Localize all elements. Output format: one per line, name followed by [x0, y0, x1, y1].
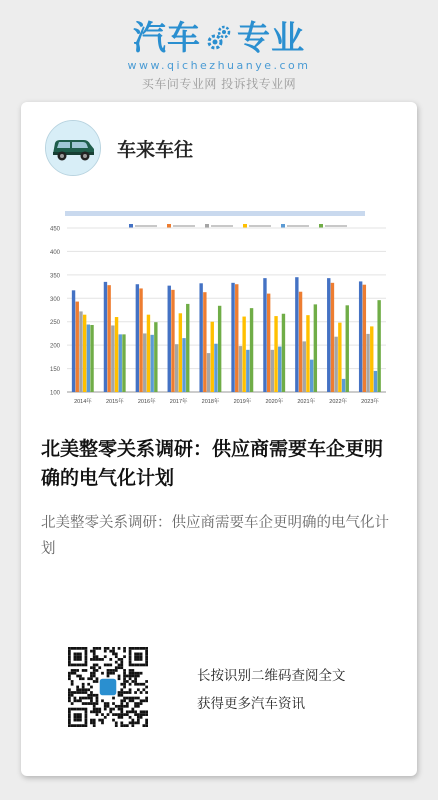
bar: [136, 284, 139, 392]
car-icon: [46, 121, 100, 175]
x-tick-label: 2019年: [233, 399, 252, 405]
x-tick-label: 2017年: [169, 399, 188, 405]
bar: [342, 379, 345, 392]
bar: [331, 283, 334, 392]
bar: [214, 344, 217, 392]
bar: [150, 335, 153, 392]
bar: [211, 322, 214, 392]
bar: [115, 317, 118, 392]
legend-swatch: [205, 224, 209, 228]
bar: [377, 300, 380, 392]
avatar: [45, 120, 101, 176]
bar: [168, 286, 171, 392]
bar: [282, 314, 285, 392]
y-tick-label: 100: [49, 390, 60, 397]
bar: [295, 277, 298, 392]
author-header: [45, 120, 193, 176]
bar: [263, 278, 266, 392]
legend-label: [173, 225, 195, 227]
x-tick-label: 2016年: [137, 399, 156, 405]
brand-header: [0, 18, 438, 92]
bar: [370, 326, 373, 392]
bar: [363, 285, 366, 392]
bar: [107, 285, 110, 392]
legend-label: [249, 225, 271, 227]
qr-caption-line2: 获得更多汽车资讯: [197, 696, 305, 712]
bar: [186, 304, 189, 392]
bar: [182, 338, 185, 392]
bar: [334, 337, 337, 392]
bar: [250, 308, 253, 392]
brand-slogan: 买车问专业网 投诉找专业网: [141, 77, 297, 91]
bar: [147, 315, 150, 392]
article-summary: 北美整零关系调研：供应商需要车企更明确的电气化计划: [41, 515, 389, 557]
qr-code-icon[interactable]: [68, 647, 148, 727]
bar: [154, 322, 157, 392]
legend-label: [325, 225, 347, 227]
bar: [374, 371, 377, 392]
bar: [179, 313, 182, 392]
x-tick-label: 2020年: [265, 399, 284, 405]
legend-swatch: [243, 224, 247, 228]
bar: [119, 334, 122, 392]
bar: [327, 278, 330, 392]
y-tick-label: 400: [49, 249, 60, 256]
x-tick-label: 2015年: [105, 399, 124, 405]
bar: [122, 334, 125, 392]
y-tick-label: 150: [49, 367, 60, 374]
bar: [346, 305, 349, 392]
bar: [143, 333, 146, 392]
bar: [72, 290, 75, 392]
bar: [242, 317, 245, 392]
bar: [310, 360, 313, 392]
bar: [218, 306, 221, 392]
bar: [278, 347, 281, 392]
chart-title-bar: [65, 211, 365, 216]
bar: [139, 288, 142, 392]
y-tick-label: 300: [49, 296, 60, 303]
x-tick-label: 2021年: [297, 399, 316, 405]
y-tick-label: 350: [49, 273, 60, 280]
article-card[interactable]: [21, 102, 417, 776]
x-tick-label: 2022年: [329, 399, 348, 405]
brand-url: www.qichezhuanye.com: [127, 59, 311, 72]
bar: [359, 281, 362, 392]
qr-logo-icon: [100, 679, 117, 696]
article-title[interactable]: 北美整零关系调研：供应商需要车企更明确的电气化计划: [41, 438, 384, 489]
bar: [239, 346, 242, 392]
bar: [76, 302, 79, 392]
legend-swatch: [167, 224, 171, 228]
legend-swatch: [281, 224, 285, 228]
bar: [83, 315, 86, 392]
bar: [203, 292, 206, 392]
author-name: 车来车往: [117, 138, 194, 161]
bar: [231, 283, 234, 392]
qr-caption: [197, 662, 346, 718]
bar: [299, 292, 302, 392]
bar: [87, 325, 90, 392]
bar: [235, 284, 238, 392]
bar: [175, 344, 178, 392]
legend-swatch: [319, 224, 323, 228]
bar: [79, 311, 82, 392]
bar: [246, 350, 249, 392]
bar: [171, 290, 174, 392]
bar: [111, 325, 114, 392]
chart: [41, 210, 391, 410]
legend-label: [135, 225, 157, 227]
bar: [274, 316, 277, 392]
brand-logo: [0, 18, 438, 58]
legend-label: [211, 225, 233, 227]
bar-chart: [41, 210, 391, 410]
x-tick-label: 2023年: [361, 399, 379, 405]
qr-caption-line1: 长按识别二维码查阅全文: [197, 668, 346, 684]
x-tick-label: 2018年: [201, 399, 220, 405]
bar: [207, 353, 210, 392]
y-tick-label: 200: [49, 343, 60, 350]
y-tick-label: 450: [49, 226, 60, 233]
bar: [366, 334, 369, 392]
bar: [271, 350, 274, 392]
bar: [306, 315, 309, 392]
x-tick-label: 2014年: [74, 399, 92, 405]
bar: [303, 341, 306, 392]
y-tick-label: 250: [49, 320, 60, 327]
bar: [90, 325, 93, 392]
legend-label: [287, 225, 309, 227]
bar: [314, 304, 317, 392]
legend-swatch: [129, 224, 133, 228]
gear-icon: [205, 24, 233, 52]
bar: [199, 283, 202, 392]
bar: [338, 323, 341, 392]
bar: [104, 282, 107, 392]
bar: [267, 294, 270, 392]
brand-word-left: 汽车: [133, 18, 201, 57]
brand-word-right: 专业: [237, 18, 305, 57]
